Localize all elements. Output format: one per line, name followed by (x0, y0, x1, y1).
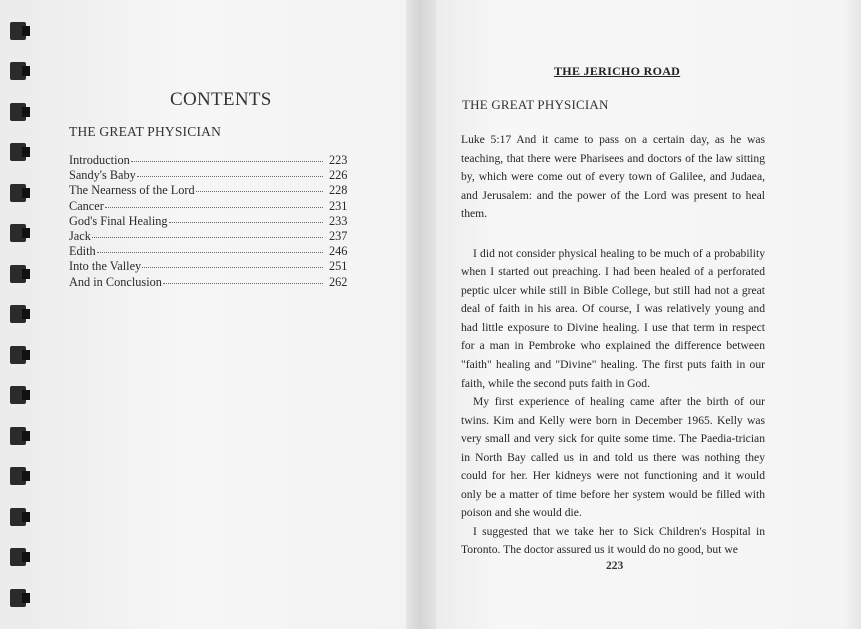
toc-entry-page: 231 (329, 198, 348, 213)
toc-entry-page: 246 (329, 244, 348, 259)
binding-coil (10, 589, 26, 607)
toc-leader-dots (92, 237, 323, 238)
toc-entry (69, 199, 355, 214)
binding-coil (10, 386, 26, 404)
toc-entry-title: Edith (69, 244, 96, 259)
toc-entry (69, 214, 355, 229)
toc-leader-dots (97, 252, 323, 253)
toc-entry (69, 183, 355, 198)
binding-coil (10, 103, 26, 121)
scripture-paragraph: Luke 5:17 And it came to pass on a certain day, as he was teaching, that there were Pharisees and doctors of the law sitting by, which were come out of every town of Galilee, and Judaea, and Jerusalem: and the power of the Lord was present to heal them. (461, 133, 765, 221)
binding-coil (10, 184, 26, 202)
binding-coil (10, 62, 26, 80)
toc-entry-title: And in Conclusion (69, 274, 162, 289)
toc-entry-page: 226 (329, 168, 348, 183)
table-of-contents (69, 153, 355, 290)
contents-heading: CONTENTS (170, 89, 272, 110)
spiral-binding (0, 0, 34, 629)
toc-entry-title: Sandy's Baby (69, 168, 136, 183)
binding-coil (10, 22, 26, 40)
toc-entry (69, 153, 355, 168)
binding-coil (10, 143, 26, 161)
toc-leader-dots (163, 283, 323, 284)
left-page (34, 0, 406, 629)
toc-entry-page: 233 (329, 213, 348, 228)
toc-entry-page: 228 (329, 183, 348, 198)
binding-coil (10, 346, 26, 364)
toc-leader-dots (169, 222, 323, 223)
binding-coil (10, 265, 26, 283)
toc-entry-page: 251 (329, 259, 348, 274)
toc-entry-title: Introduction (69, 153, 130, 167)
binding-coil (10, 548, 26, 566)
body-text (461, 131, 765, 560)
toc-entry (69, 168, 355, 183)
toc-entry-title: Jack (69, 228, 91, 243)
toc-leader-dots (105, 207, 323, 208)
running-head: THE JERICHO ROAD (554, 64, 681, 78)
binding-coil (10, 305, 26, 323)
chapter-title: THE GREAT PHYSICIAN (462, 97, 609, 112)
toc-entry (69, 244, 355, 259)
page-gutter (406, 0, 436, 629)
toc-leader-dots (142, 267, 323, 268)
body-paragraph: I suggested that we take her to Sick Children's Hospital in Toronto. The doctor assured us it would do no good, but we (461, 524, 765, 557)
section-title: THE GREAT PHYSICIAN (69, 124, 222, 139)
toc-entry-page: 223 (329, 153, 348, 167)
toc-entry-title: The Nearness of the Lord (69, 183, 195, 198)
toc-entry-title: God's Final Healing (69, 213, 168, 228)
page-number: 223 (606, 560, 624, 572)
binding-coil (10, 508, 26, 526)
paragraph-gap (461, 224, 765, 245)
binding-coil (10, 224, 26, 242)
toc-entry (69, 275, 355, 290)
toc-entry-page: 237 (329, 228, 348, 243)
toc-entry (69, 229, 355, 244)
binding-coil (10, 467, 26, 485)
body-paragraph: I did not consider physical healing to be much of a probability when I started out preaching. I had been healed of a perforated peptic ulcer while still in Bible College, but still had not a great deal of faith in his area. Of course, I was relatively young and had little exposure to Divine healing. I use that term in respect for a man in Pembroke who explained the difference between "faith" healing and "Divine" healing. The first puts faith in our faith, while the second puts faith in God. (461, 246, 765, 390)
toc-entry-page: 262 (329, 274, 348, 289)
toc-leader-dots (196, 191, 323, 192)
toc-leader-dots (137, 176, 323, 177)
binding-coil (10, 427, 26, 445)
toc-entry-title: Cancer (69, 198, 104, 213)
body-paragraph: My first experience of healing came after the birth of our twins. Kim and Kelly were born in December 1965. Kelly was very small and very sick for quite some time. The Paedia-trician in North Bay called us in and told us there was nothing they could for her. Her kidneys were not functioning and it would only be a matter of time before her system would be filled with poison and she would die. (461, 395, 765, 520)
toc-leader-dots (131, 161, 323, 162)
toc-entry-title: Into the Valley (69, 259, 142, 274)
toc-entry (69, 259, 355, 274)
